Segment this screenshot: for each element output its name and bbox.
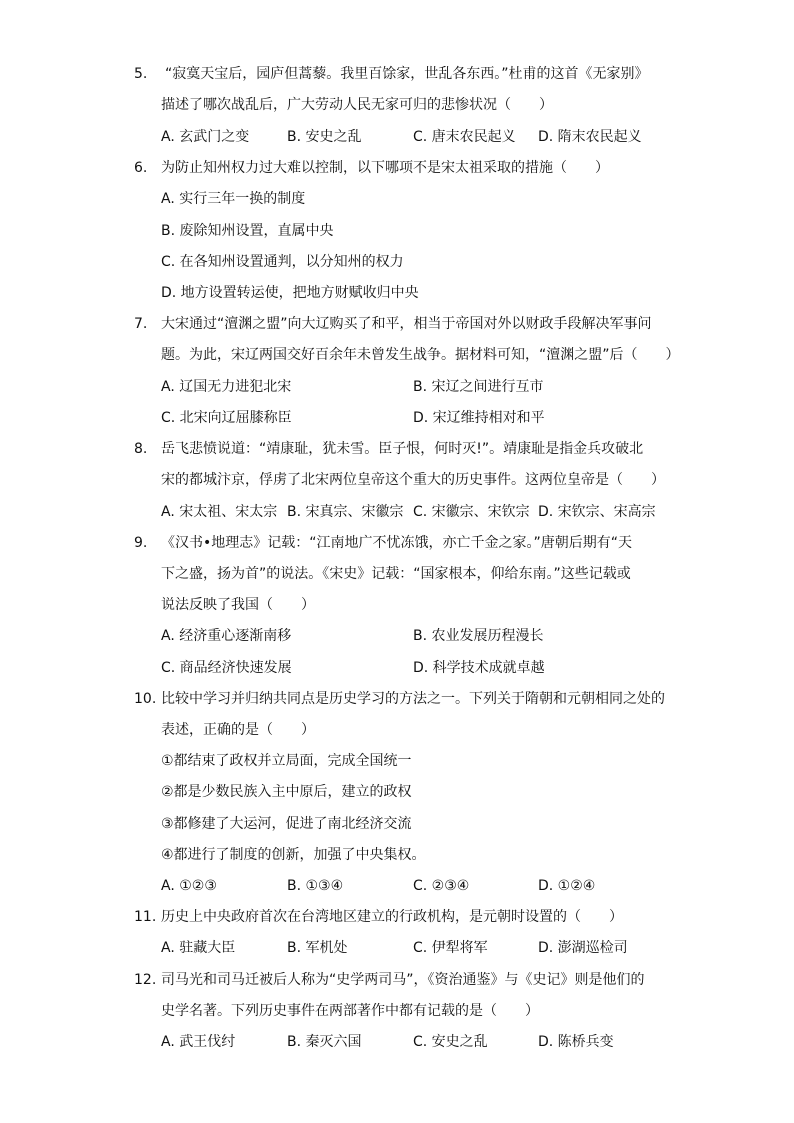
statement-text: ①都结束了政权并立局面，完成全国统一 bbox=[161, 753, 412, 769]
option-a[interactable]: A. 经济重心逐渐南移 bbox=[161, 628, 292, 644]
option-c[interactable]: C. 安史之乱 bbox=[413, 1034, 488, 1050]
question-6-option-a-row bbox=[0, 184, 794, 215]
question-stem-line: 岳飞悲愤说道：“靖康耻，犹未雪。臣子恨，何时灭!”。靖康耻是指金兵攻破北 bbox=[161, 441, 644, 457]
question-stem-line: 历史上中央政府首次在台湾地区建立的行政机构，是元朝时设置的（ ） bbox=[161, 909, 623, 925]
question-5-options bbox=[0, 122, 794, 153]
option-c[interactable]: C. 北宋向辽屈膝称臣 bbox=[161, 410, 292, 426]
option-a[interactable]: A. ①②③ bbox=[161, 878, 217, 894]
question-stem-line: 描述了哪次战乱后，广大劳动人民无家可归的悲惨状况（ ） bbox=[161, 97, 553, 113]
option-c[interactable]: C. 在各知州设置通判，以分知州的权力 bbox=[161, 254, 404, 270]
question-stem-line: 史学名著。下列历史事件在两部著作中都有记载的是（ ） bbox=[161, 1003, 539, 1019]
question-number: 12. bbox=[134, 972, 157, 988]
question-number: 9. bbox=[134, 535, 148, 551]
option-a[interactable]: A. 玄武门之变 bbox=[161, 129, 250, 145]
option-b[interactable]: B. 农业发展历程漫长 bbox=[413, 628, 544, 644]
option-d[interactable]: D. 地方设置转运使，把地方财赋收归中央 bbox=[161, 285, 419, 301]
question-stem-line: 题。为此，宋辽两国交好百余年未曾发生战争。据材料可知，“澶渊之盟”后（ ） bbox=[161, 347, 680, 363]
question-stem-line: 表述，正确的是（ ） bbox=[161, 722, 315, 738]
question-number: 5. bbox=[134, 66, 148, 82]
question-10-options bbox=[0, 871, 794, 902]
statement-text: ④都进行了制度的创新，加强了中央集权。 bbox=[161, 847, 426, 863]
question-stem-line: “寂寞天宝后，园庐但蒿藜。我里百馀家，世乱各东西。”杜甫的这首《无家别》 bbox=[165, 66, 649, 82]
option-a[interactable]: A. 武王伐纣 bbox=[161, 1034, 236, 1050]
question-stem-line: 《汉书•地理志》记载：“江南地广不忧冻饿，亦亡千金之家。”唐朝后期有“天 bbox=[161, 535, 633, 551]
option-d[interactable]: D. 澎湖巡检司 bbox=[538, 940, 628, 956]
question-12-options bbox=[0, 1027, 794, 1058]
question-number: 11. bbox=[134, 909, 157, 925]
question-number: 6. bbox=[134, 160, 148, 176]
option-d[interactable]: D. 宋辽维持相对和平 bbox=[413, 410, 545, 426]
option-b[interactable]: B. 废除知州设置，直属中央 bbox=[161, 223, 334, 239]
option-c[interactable]: C. 伊犁将军 bbox=[413, 940, 488, 956]
question-9-options-row-2 bbox=[0, 653, 794, 684]
question-number: 8. bbox=[134, 441, 148, 457]
question-11-options bbox=[0, 933, 794, 964]
option-b[interactable]: B. 宋辽之间进行互市 bbox=[413, 379, 544, 395]
option-b[interactable]: B. ①③④ bbox=[287, 878, 344, 894]
option-a[interactable]: A. 驻藏大臣 bbox=[161, 940, 236, 956]
option-a[interactable]: A. 实行三年一换的制度 bbox=[161, 191, 306, 207]
question-stem-line: 比较中学习并归纳共同点是历史学习的方法之一。下列关于隋朝和元朝相同之处的 bbox=[161, 691, 665, 707]
option-c[interactable]: C. 商品经济快速发展 bbox=[161, 660, 292, 676]
question-stem-line: 下之盛，扬为首”的说法。《宋史》记载：“国家根本，仰给东南。”这些记载或 bbox=[161, 566, 631, 582]
option-b[interactable]: B. 安史之乱 bbox=[287, 129, 362, 145]
question-7-options-row-2 bbox=[0, 403, 794, 434]
option-a[interactable]: A. 辽国无力进犯北宋 bbox=[161, 379, 292, 395]
option-d[interactable]: D. 陈桥兵变 bbox=[538, 1034, 614, 1050]
question-stem-line: 说法反映了我国（ ） bbox=[161, 597, 315, 613]
question-number: 10. bbox=[134, 691, 157, 707]
question-6-option-c-row bbox=[0, 247, 794, 278]
option-d[interactable]: D. 宋钦宗、宋高宗 bbox=[538, 504, 656, 520]
option-c[interactable]: C. 唐末农民起义 bbox=[413, 129, 516, 145]
option-a[interactable]: A. 宋太祖、宋太宗 bbox=[161, 504, 278, 520]
option-d[interactable]: D. ①②④ bbox=[538, 878, 596, 894]
question-8-options bbox=[0, 497, 794, 528]
question-stem-line: 为防止知州权力过大难以控制，以下哪项不是宋太祖采取的措施（ ） bbox=[161, 160, 609, 176]
question-stem-line: 宋的都城汴京，俘虏了北宋两位皇帝这个重大的历史事件。这两位皇帝是（ ） bbox=[161, 472, 665, 488]
question-stem-line: 司马光和司马迁被后人称为“史学两司马”，《资治通鉴》与《史记》则是他们的 bbox=[161, 972, 645, 988]
option-d[interactable]: D. 科学技术成就卓越 bbox=[413, 660, 545, 676]
question-6-option-b-row bbox=[0, 216, 794, 247]
question-stem-line: 大宋通过“澶渊之盟”向大辽购买了和平，相当于帝国对外以财政手段解决军事问 bbox=[161, 316, 652, 332]
option-c[interactable]: C. 宋徽宗、宋钦宗 bbox=[413, 504, 530, 520]
question-number: 7. bbox=[134, 316, 148, 332]
option-b[interactable]: B. 军机处 bbox=[287, 940, 348, 956]
option-b[interactable]: B. 秦灭六国 bbox=[287, 1034, 362, 1050]
statement-text: ③都修建了大运河，促进了南北经济交流 bbox=[161, 816, 412, 832]
statement-text: ②都是少数民族入主中原后，建立的政权 bbox=[161, 784, 412, 800]
option-d[interactable]: D. 隋末农民起义 bbox=[538, 129, 642, 145]
question-9-options-row-1 bbox=[0, 621, 794, 652]
question-7-options-row-1 bbox=[0, 372, 794, 403]
question-6-option-d-row bbox=[0, 278, 794, 309]
option-c[interactable]: C. ②③④ bbox=[413, 878, 470, 894]
option-b[interactable]: B. 宋真宗、宋徽宗 bbox=[287, 504, 404, 520]
